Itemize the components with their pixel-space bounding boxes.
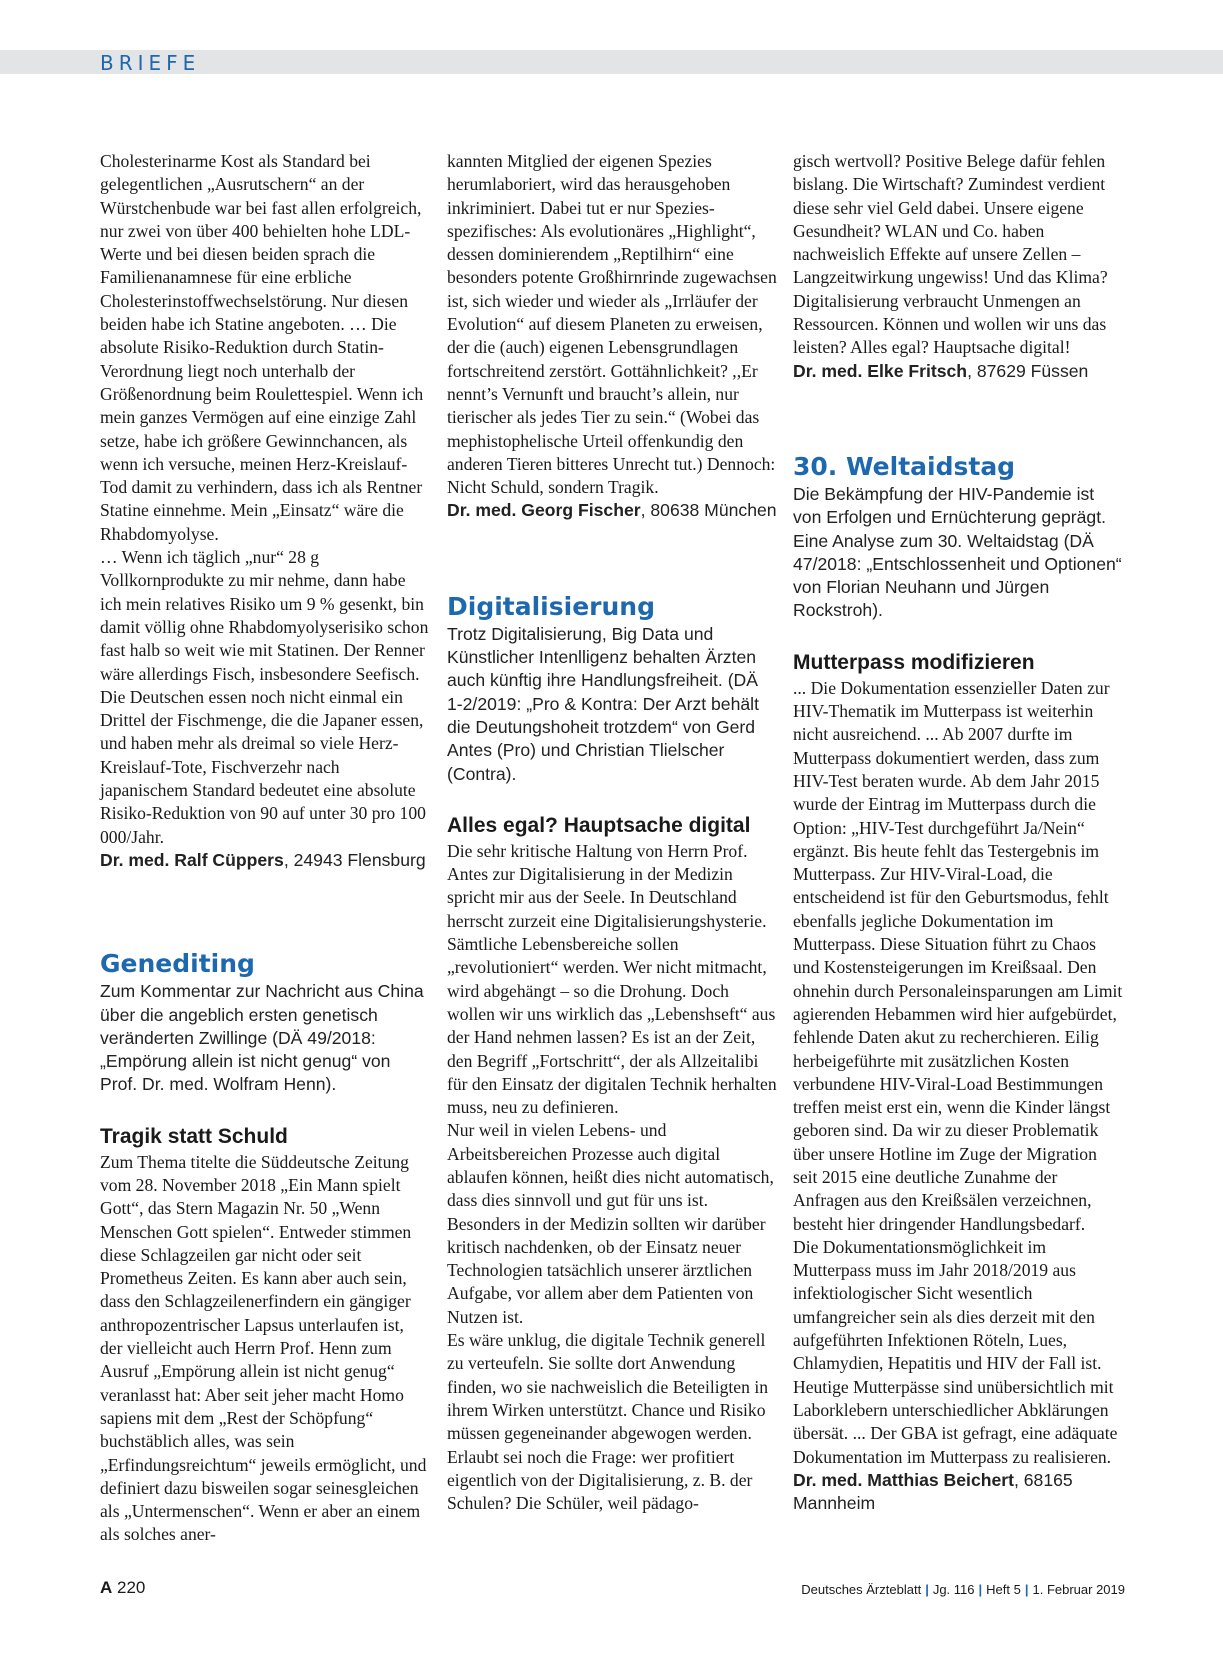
letter-signature bbox=[793, 360, 1123, 383]
page-prefix: A bbox=[100, 1578, 113, 1597]
journal-volume: Jg. 116 bbox=[932, 1582, 975, 1597]
column-2 bbox=[447, 150, 777, 1515]
column-3 bbox=[793, 150, 1123, 1515]
section-intro: Trotz Digitalisierung, Big Data und Künstlicher Intenlligenz behalten Ärzten auch künftig ihre Handlungsfreiheit. (DÄ 1-2/2019: „Pro & Kontra: Der Arzt behält die Deutungshoheit trotzdem“ von Gerd Antes (Pro) und Christian Tlielscher (Contra). bbox=[447, 623, 759, 784]
article-paragraph: ... Die Dokumentation essenzieller Daten zur HIV-Thematik im Mutterpass ist weiterhin nicht ausreichend. ... Ab 2007 durfte im Mutterpass dokumentiert werden, dass zum HIV-Test beraten wurde. Ab dem Jahr 2015 wurde der Eintrag im Mutterpass durch die Option: „HIV-Test durchgeführt Ja/Nein“ ergänzt. Bis heute fehlt das Testergebnis im Mutterpass. Zur HIV-Viral-Load, die entscheidend ist für den Geburtsmodus, fehlt ebenfalls jegliche Dokumentation im Mutterpass. Diese Situation führt zu Chaos und Kostensteigerungen im Kreißsaal. Den ohnehin durch Personaleinsparungen am Limit agierenden Hebammen wird hier aufgebürdet, fehlende Daten akut zu recherchieren. Eilig herbeigeführte mit zusätzlichen Kosten verbundene HIV-Viral-Load Bestimmungen treffen meist erst ein, wenn die Kinder längst geboren sind. Da wir zu dieser Problematik über unsere Hotline im Zuge der Migration seit 2015 eine deutliche Zunahme der Anfragen aus den Kreißsälen verzeichnen, besteht hier dringender Handlungsbedarf. bbox=[793, 677, 1123, 1234]
article-paragraph: Nur weil in vielen Lebens- und Arbeitsbereichen Prozesse auch digital ablaufen können, heißt dies nicht automatisch, dass dies sinnvoll und gut für uns ist. Besonders in der Medizin sollten wir darüber kritisch nachdenken, ob der Einsatz neuer Technologien tatsächlich unserer ärztlichen Aufgabe, vor allem aber dem Patienten von Nutzen ist. bbox=[447, 1120, 774, 1327]
article-title: Tragik statt Schuld bbox=[100, 1124, 288, 1148]
letter-paragraph: Cholesterinarme Kost als Standard bei gelegentlichen „Ausrutschern“ an der Würstchenbude war bei fast allen erfolgreich, nur zwei von über 400 behielten hohe LDL-Werte und bei diesen beiden sprach die Familienanamnese für eine erbliche Cholesterinstoffwechselstörung. Nur diesen beiden habe ich Statine angeboten. … Die absolute Risiko-Reduktion durch Statin-Verordnung liegt noch unterhalb der Größenordnung beim Roulettespiel. Wenn ich mein ganzes Vermögen auf eine einzige Zahl setze, habe ich größere Gewinnchancen, als wenn ich versuche, meinen Herz-Kreislauf-Tod damit zu verhindern, dass ich als Rentner Statine einnehme. Mein „Einsatz“ wäre die Rhabdomyolyse. bbox=[100, 151, 424, 544]
column-1 bbox=[100, 150, 430, 1547]
section-intro: Zum Kommentar zur Nachricht aus China über die angeblich ersten genetisch veränderten Zwillinge (DÄ 49/2018: „Empörung allein ist nicht genug“ von Prof. Dr. med. Wolfram Henn). bbox=[100, 981, 424, 1095]
page-number bbox=[100, 1578, 145, 1598]
section-title: 30. Weltaidstag bbox=[793, 451, 1016, 481]
letter-signature bbox=[447, 499, 777, 522]
page-number-value: 220 bbox=[117, 1578, 146, 1597]
section-intro: Die Bekämpfung der HIV-Pandemie ist von Erfolgen und Ernüchterung geprägt. Eine Analyse zum 30. Weltaidstag (DÄ 47/2018: „Entschlossenheit und Optionen“ von Florian Neuhann und Jürgen Rockstroh). bbox=[793, 483, 1122, 621]
article-title: Alles egal? Hauptsache digital bbox=[447, 813, 751, 837]
article-paragraph: Zum Thema titelte die Süddeutsche Zeitung vom 28. November 2018 „Ein Mann spielt Gott“, das Stern Magazin Nr. 50 „Wenn Menschen Gott spielen“. Entweder stimmen diese Schlagzeilen gar nicht oder seit Prometheus Zeiten. Es kann aber auch sein, dass den Schlagzeilenerfindern ein gängiger anthropozentrischer Lapsus unterlaufen ist, der vielleicht auch Herrn Prof. Henn zum Ausruf „Empörung allein ist nicht genug“ veranlasst hat: Aber seit jeher macht Homo sapiens mit dem „Rest der Schöpfung“ buchstäblich alles, was sein „Erfindungsreichtum“ jeweils ermöglicht, und definiert dazu bisweilen sogar seinesgleichen als „Untermenschen“. Wenn er aber an einem als solches aner- bbox=[100, 1151, 427, 1545]
author-location: , 87629 Füssen bbox=[967, 360, 1089, 381]
author-name: Dr. med. Georg Fischer bbox=[447, 500, 641, 521]
section-label: BRIEFE bbox=[100, 51, 201, 75]
section-title: Digitalisierung bbox=[447, 591, 655, 621]
author-name: Dr. med. Ralf Cüppers bbox=[100, 849, 284, 870]
footer-separator: | bbox=[925, 1582, 929, 1597]
letter-signature bbox=[100, 849, 430, 872]
author-location: , 24943 Flensburg bbox=[283, 849, 426, 870]
journal-issue: Heft 5 bbox=[986, 1582, 1021, 1597]
author-name: Dr. med. Matthias Beichert bbox=[793, 1469, 1014, 1490]
article-paragraph: Erlaubt sei noch die Frage: wer profitiert eigentlich von der Digitalisierung, z. B. der Schulen? Die Schüler, weil pädago- bbox=[447, 1446, 753, 1514]
journal-footer bbox=[801, 1582, 1125, 1597]
article-title: Mutterpass modifizieren bbox=[793, 650, 1035, 674]
article-paragraph: Die Dokumentationsmöglichkeit im Mutterpass muss im Jahr 2018/2019 aus infektiologischer Sicht wesentlich umfangreicher sein als dies derzeit mit den aufgeführten Infektionen Röteln, Lues, Chlamydien, Hepatitis und HIV der Fall ist. Heutige Mutterpässe sind unübersichtlich mit Laborklebern unterschiedlicher Abklärungen übersät. ... Der GBA ist gefragt, eine adäquate Dokumentation im Mutterpass zu realisieren. bbox=[793, 1236, 1118, 1467]
letter-paragraph: gisch wertvoll? Positive Belege dafür fehlen bislang. Die Wirtschaft? Zumindest verdient diese sehr viel Geld dabei. Unsere eigene Gesundheit? WLAN und Co. haben nachweislich Effekte auf unsere Zellen – Langzeitwirkung ungewiss! Und das Klima? Digitalisierung verbraucht Unmengen an Ressourcen. Können und wollen wir uns das leisten? Alles egal? Hauptsache digital! bbox=[793, 151, 1108, 358]
footer-separator: | bbox=[978, 1582, 983, 1597]
author-location: , 68165 Mannheim bbox=[793, 1469, 1073, 1514]
journal-date: 1. Februar 2019 bbox=[1032, 1582, 1125, 1597]
footer-separator: | bbox=[1024, 1582, 1029, 1597]
letter-paragraph: … Wenn ich täglich „nur“ 28 g Vollkornprodukte zu mir nehme, dann habe ich mein relatives Risiko um 9 % gesenkt, bin damit völlig ohne Rhabdomyolyserisiko schon fast halb so weit wie mit Statinen. Der Renner wäre allerdings Fisch, insbesondere Seefisch. Die Deutschen essen noch nicht einmal ein Drittel der Fischmenge, die die Japaner essen, und haben mehr als dreimal so viele Herz-Kreislauf-Tote, Fischverzehr nach japanischem Standard bedeutet eine absolute Risiko-Reduktion von 90 auf unter 30 pro 100 000/Jahr. bbox=[100, 547, 429, 847]
author-location: , 80638 München bbox=[640, 500, 777, 521]
article-paragraph: Die sehr kritische Haltung von Herrn Prof. Antes zur Digitalisierung in der Medizin spricht mir aus der Seele. In Deutschland herrscht zurzeit eine Digitalisierungshysterie. Sämtliche Lebensbereiche sollen „revolutioniert“ werden. Wer nicht mitmacht, wird abgehängt – so die Drohung. Doch wollen wir uns wirklich das „Lebenshseft“ aus der Hand nehmen lassen? Es ist an der Zeit, den Begriff „Fortschritt“, der als Allzeitalibi für den Einsatz der digitalen Technik herhalten muss, neu zu definieren. bbox=[447, 840, 777, 1118]
letter-signature bbox=[793, 1469, 1123, 1516]
journal-name: Deutsches Ärzteblatt bbox=[801, 1582, 922, 1597]
article-paragraph: Es wäre unklug, die digitale Technik generell zu verteufeln. Sie sollte dort Anwendung finden, wo sie nachweislich die Beteiligten in ihrem Wirken unterstützt. Chance und Risiko müssen gegeneinander abgewogen werden. bbox=[447, 1330, 769, 1444]
letter-paragraph: kannten Mitglied der eigenen Spezies herumlaboriert, wird das herausgehoben inkriminiert. Dabei tut er nur Spezies-spezifisches: Als evolutionäres „Highlight“, dessen dominierendem „Reptilhirn“ eine besonders potente Großhirnrinde zugewachsen ist, sich wieder und wieder als „Irrläufer der Evolution“ auf diesem Planeten zu erweisen, der die (auch) eigenen Lebensgrundlagen fortschreitend zerstört. Gottähnlichkeit? ,,Er nennt’s Vernunft und braucht’s allein, nur tierischer als jedes Tier zu sein.“ (Wobei das mephistophelische Urteil offenkundig den anderen Tieren bitteres Unrecht tut.) Dennoch: Nicht Schuld, sondern Tragik. bbox=[447, 151, 777, 498]
author-name: Dr. med. Elke Fritsch bbox=[793, 360, 968, 381]
section-title: Genediting bbox=[100, 949, 255, 979]
